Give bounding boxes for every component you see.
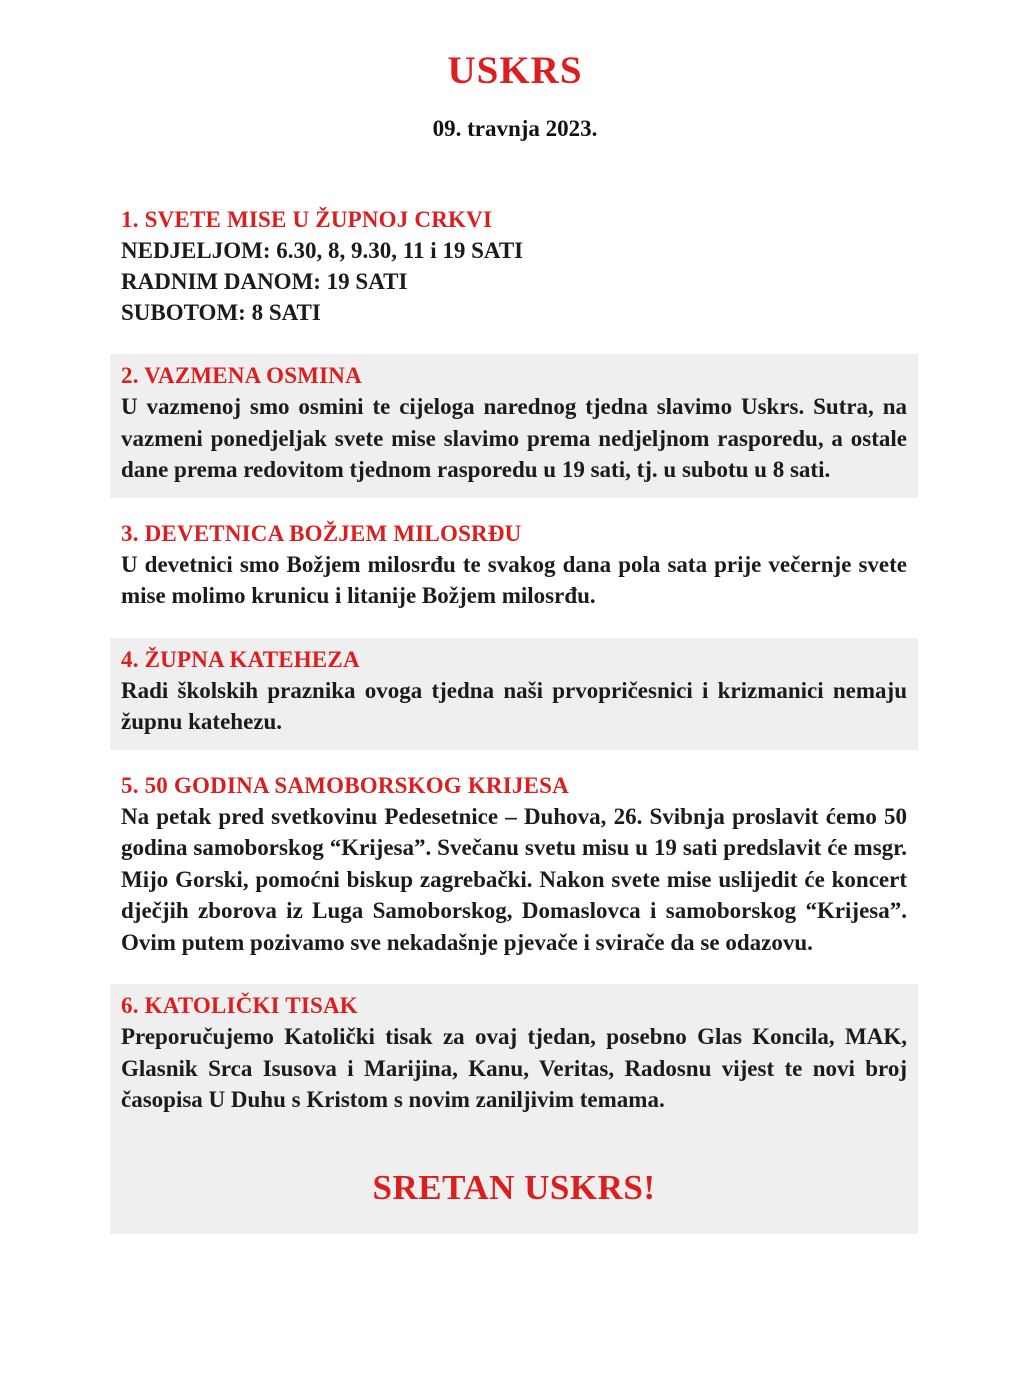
section-body: U devetnici smo Božjem milosrđu te svakog dana pola sata prije večernje svete mise molimo krunicu i litanije Božjem milosrđu. (121, 551, 907, 608)
section-body: Preporučujemo Katolički tisak za ovaj tjedan, posebno Glas Koncila, MAK, Glasnik Srca Isusova i Marijina, Kanu, Veritas, Radosnu vijest te novi broj časopisa U Duhu s Kristom s novim zaniljivim temama. (121, 1024, 907, 1112)
section-heading: 4. ŽUPNA KATEHEZA (121, 646, 360, 672)
page-title: USKRS (447, 49, 583, 92)
mass-schedule-sunday: NEDJELJOM: 6.30, 8, 9.30, 11 i 19 SATI (121, 238, 524, 263)
section-heading: 5. 50 GODINA SAMOBORSKOG KRIJESA (121, 772, 569, 798)
section-heading: 6. KATOLIČKI TISAK (121, 993, 358, 1018)
section-zupna-kateheza (110, 638, 918, 750)
section-heading: 3. DEVETNICA BOŽJEM MILOSRĐU (121, 520, 522, 546)
section-heading: 2. VAZMENA OSMINA (121, 363, 362, 388)
section-body: U vazmenoj smo osmini te cijeloga narednog tjedna slavimo Uskrs. Sutra, na vazmeni ponedjeljak svete mise slavimo prema nedjeljnom rasporedu, a ostale dane prema redovitom tjednom rasporedu u 19 sati, tj. u subotu u 8 sati. (121, 394, 907, 482)
section-svete-mise (110, 198, 918, 340)
mass-schedule-weekday: RADNIM DANOM: 19 SATI (121, 269, 408, 294)
section-katolicki-tisak (110, 984, 918, 1234)
section-vazmena-osmina (110, 354, 918, 498)
section-body: Radi školskih praznika ovoga tjedna naši prvopričesnici i krizmanici nemaju župnu katehezu. (121, 677, 907, 734)
section-body: Na petak pred svetkovinu Pedesetnice – Duhova, 26. Svibnja proslavit ćemo 50 godina samoborskog “Krijesa”. Svečanu svetu misu u 19 sati predslavit će msgr. Mijo Gorski, pomoćni biskup zagrebački. Nakon svete mise uslijedit će koncert dječjih zborova iz Luga Samoborskog, Domaslovca i samoborskog “Krijesa”. Ovim putem pozivamo sve nekadašnje pjevače i svirače da se odazovu. (121, 803, 907, 955)
page-date: 09. travnja 2023. (432, 116, 598, 141)
closing-greeting: SRETAN USKRS! (372, 1167, 656, 1207)
section-samoborski-krijes (110, 764, 918, 971)
mass-schedule-saturday: SUBOTOM: 8 SATI (121, 300, 321, 325)
section-devetnica (110, 512, 918, 624)
section-heading: 1. SVETE MISE U ŽUPNOJ CRKVI (121, 207, 493, 232)
bulletin-content (110, 198, 918, 1234)
